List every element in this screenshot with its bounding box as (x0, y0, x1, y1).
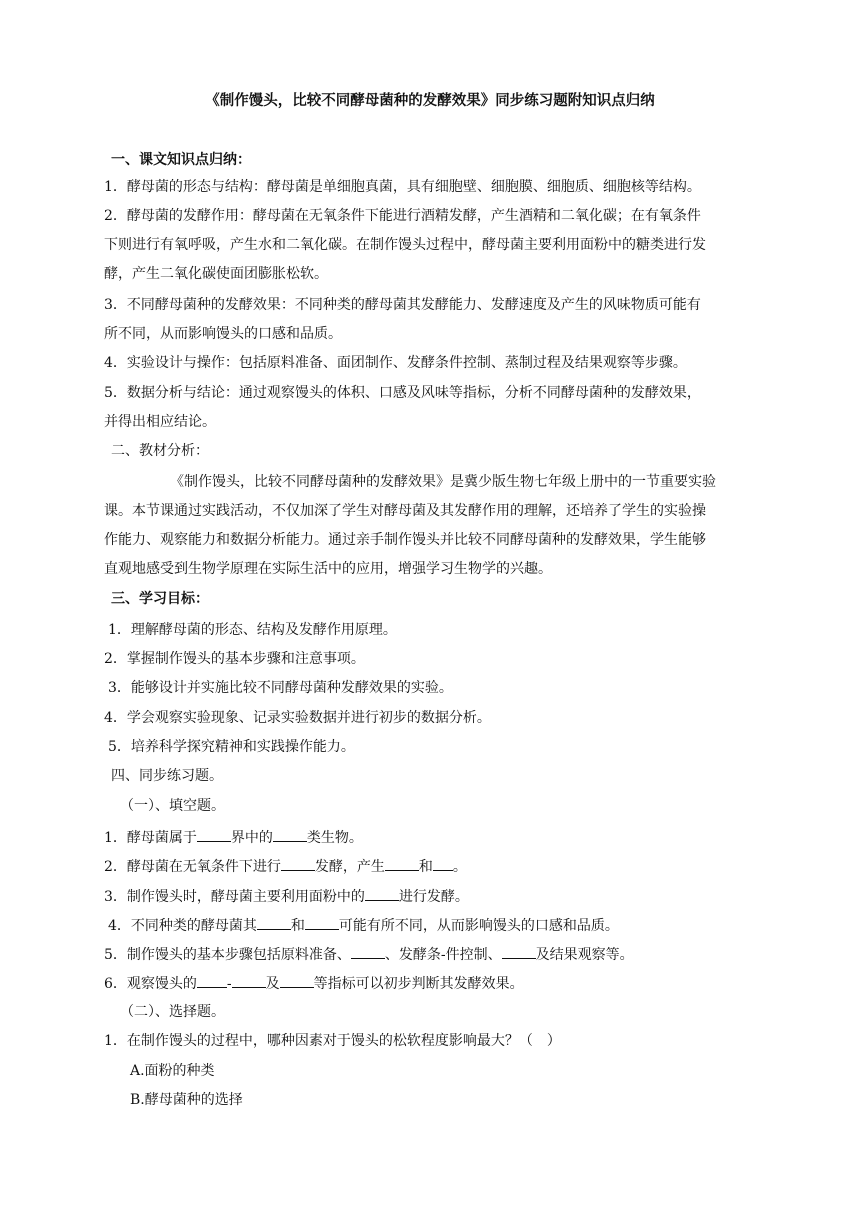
fill-question-4: 4．不同种类的酵母菌其 和 可能有所不同，从而影响馒头的口感和品质。 (108, 915, 619, 935)
analysis-line-3: 作能力、观察能力和数据分析能力。通过亲手制作馒头并比较不同酵母菌种的发酵效果，学生能够 (104, 532, 706, 548)
knowledge-item-2-line-1: 2．酵母菌的发酵作用：酵母菌在无氧条件下能进行酒精发酵，产生酒精和二氧化碳；在有氧条件 (104, 208, 701, 224)
objective-item-2: 2．掌握制作馒头的基本步骤和注意事项。 (104, 651, 365, 667)
section-heading-knowledge: 一、课文知识点归纳： (111, 152, 251, 168)
fill-blank-heading: （一）、填空题。 (120, 798, 225, 814)
choice-option-a: A.面粉的种类 (130, 1063, 215, 1079)
fill-question-1: 1．酵母菌属于 界中的 类生物。 (104, 827, 363, 847)
answer-blank[interactable] (280, 973, 314, 988)
answer-blank[interactable] (197, 973, 227, 988)
knowledge-item-2-line-3: 酵，产生二氧化碳使面团膨胀松软。 (104, 266, 328, 282)
choice-option-b: B.酵母菌种的选择 (130, 1092, 243, 1108)
answer-blank[interactable] (305, 915, 339, 930)
knowledge-item-5-line-2: 并得出相应结论。 (104, 414, 216, 430)
answer-blank[interactable] (433, 856, 453, 871)
objective-item-4: 4．学会观察实验现象、记录实验数据并进行初步的数据分析。 (104, 710, 491, 726)
answer-blank[interactable] (385, 856, 419, 871)
answer-blank[interactable] (365, 886, 399, 901)
answer-blank[interactable] (273, 827, 307, 842)
section-heading-objectives: 三、学习目标： (111, 591, 209, 607)
objective-item-1: 1．理解酵母菌的形态、结构及发酵作用原理。 (108, 622, 397, 638)
objective-item-5: 5．培养科学探究精神和实践操作能力。 (108, 739, 355, 755)
answer-blank[interactable] (232, 973, 266, 988)
knowledge-item-3-line-1: 3．不同酵母菌种的发酵效果：不同种类的酵母菌其发酵能力、发酵速度及产生的风味物质可能有 (104, 297, 701, 313)
answer-blank[interactable] (502, 944, 536, 959)
multiple-choice-heading: （二）、选择题。 (120, 1004, 225, 1020)
choice-question-1: 1．在制作馒头的过程中，哪种因素对于馒头的松软程度影响最大？（ ） (104, 1033, 561, 1049)
page-title: 《制作馒头，比较不同酵母菌种的发酵效果》同步练习题附知识点归纳 (205, 92, 655, 109)
fill-question-5: 5．制作馒头的基本步骤包括原料准备、 、发酵条-件控制、 及结果观察等。 (104, 944, 634, 964)
fill-question-2: 2．酵母菌在无氧条件下进行 发酵，产生 和 。 (104, 856, 467, 876)
knowledge-item-3-line-2: 所不同，从而影响馒头的口感和品质。 (104, 326, 342, 342)
fill-question-6: 6．观察馒头的 - 及 等指标可以初步判断其发酵效果。 (104, 973, 524, 993)
fill-question-3: 3．制作馒头时，酵母菌主要利用面粉中的 进行发酵。 (104, 886, 469, 906)
answer-blank[interactable] (351, 944, 385, 959)
analysis-line-4: 直观地感受到生物学原理在实际生活中的应用，增强学习生物学的兴趣。 (104, 561, 552, 577)
knowledge-item-5-line-1: 5．数据分析与结论：通过观察馒头的体积、口感及风味等指标，分析不同酵母菌种的发酵效果， (104, 385, 701, 401)
section-heading-exercises: 四、同步练习题。 (111, 768, 223, 784)
objective-item-3: 3．能够设计并实施比较不同酵母菌种发酵效果的实验。 (108, 680, 453, 696)
knowledge-item-1: 1．酵母菌的形态与结构：酵母菌是单细胞真菌，具有细胞壁、细胞膜、细胞质、细胞核等结构。 (104, 179, 701, 195)
analysis-line-1: 《制作馒头，比较不同酵母菌种的发酵效果》是冀少版生物七年级上册中的一节重要实验 (170, 474, 716, 490)
section-heading-analysis: 二、教材分析： (111, 443, 209, 459)
knowledge-item-4: 4．实验设计与操作：包括原料准备、面团制作、发酵条件控制、蒸制过程及结果观察等步骤。 (104, 355, 687, 371)
knowledge-item-2-line-2: 下则进行有氧呼吸，产生水和二氧化碳。在制作馒头过程中，酵母菌主要利用面粉中的糖类进行发 (104, 237, 706, 253)
analysis-line-2: 课。本节课通过实践活动，不仅加深了学生对酵母菌及其发酵作用的理解，还培养了学生的实验操 (104, 503, 706, 519)
answer-blank[interactable] (281, 856, 315, 871)
answer-blank[interactable] (257, 915, 291, 930)
answer-blank[interactable] (197, 827, 231, 842)
